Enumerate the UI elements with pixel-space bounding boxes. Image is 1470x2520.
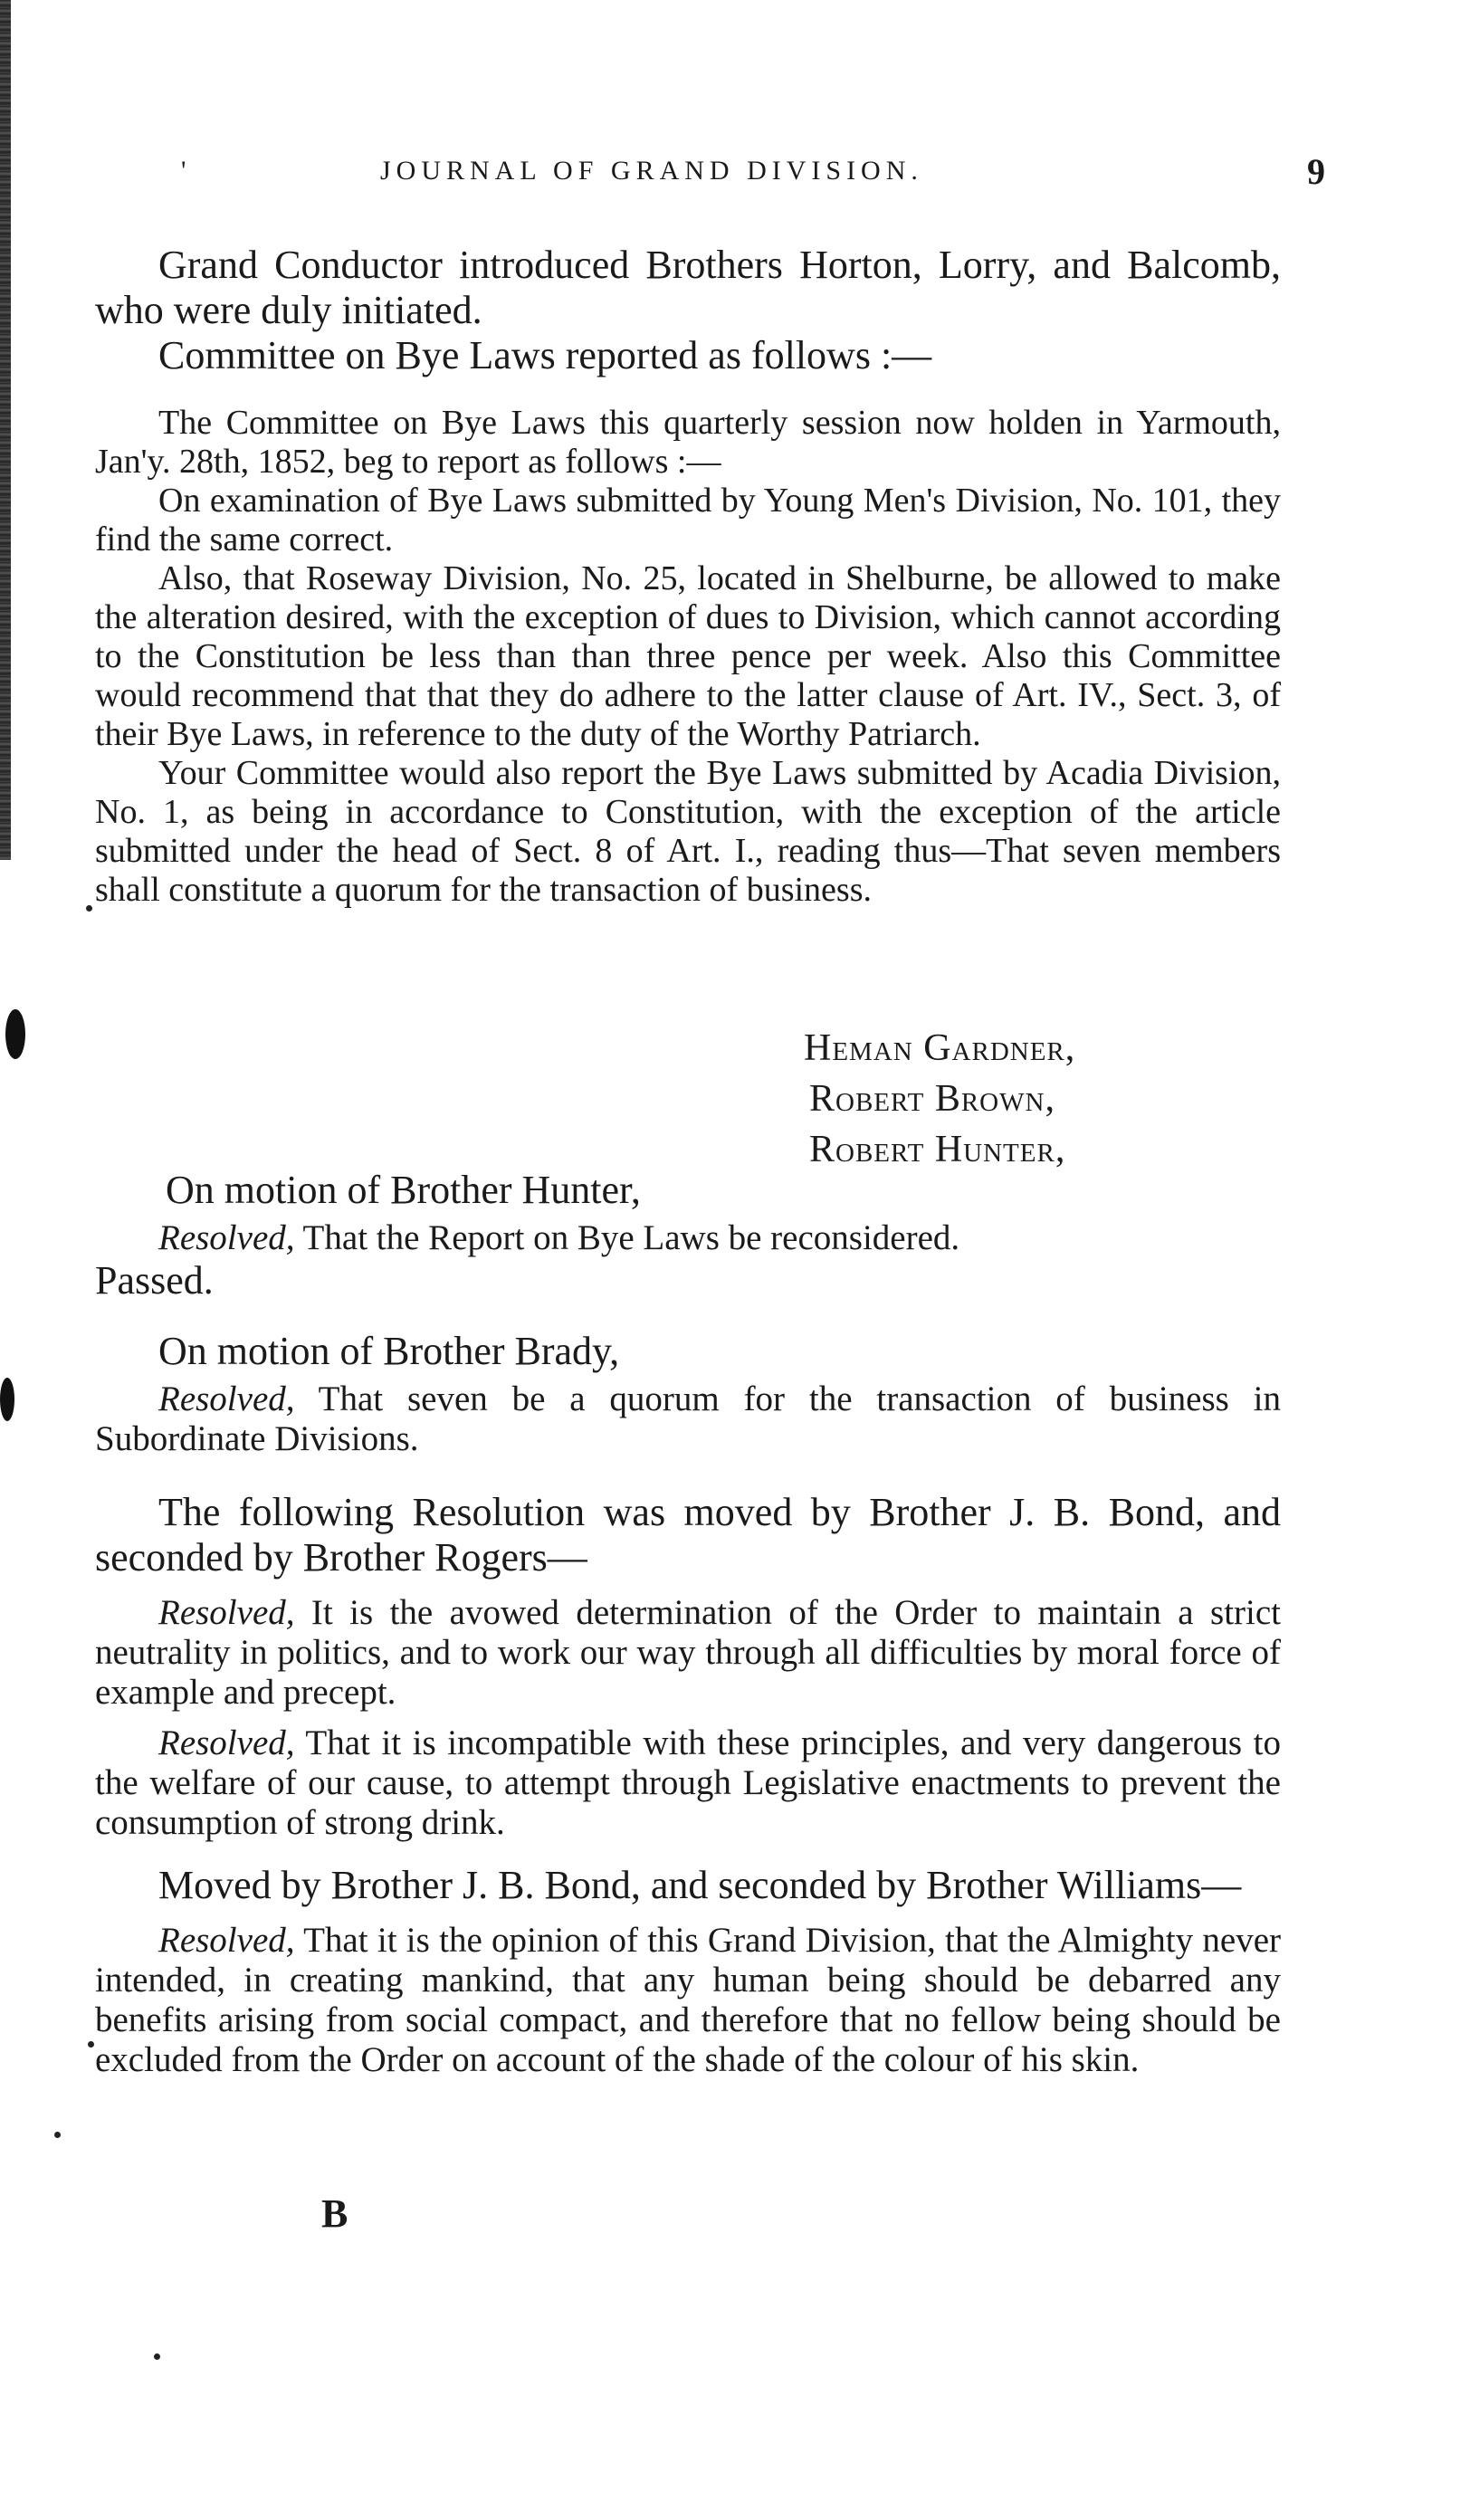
resolution-text: That it is the opinion of this Grand Division, that the Almighty never intended, in creating mankind, that any human being should be debarred any benefits arising from social compact, and therefore that no fellow being should be excluded from the Order on account of the shade of the colour of his skin. <box>95 1921 1281 2079</box>
signature-block <box>804 1023 1075 1175</box>
ink-blot <box>5 1009 25 1059</box>
resolution <box>95 1218 1281 1258</box>
paragraph-initiation <box>95 243 1281 378</box>
report-paragraph: Also, that Roseway Division, No. 25, located in Shelburne, be allowed to make the alteration desired, with the exception of dues to Division, which cannot according to the Constitution be less than than three pence per week. Also this Committee would recommend that that they do adhere to the latter clause of Art. IV., Sect. 3, of their Bye Laws, in reference to the duty of the Worthy Patriarch. <box>95 559 1281 753</box>
report-paragraph: Your Committee would also report the Bye Laws submitted by Acadia Division, No. 1, as being in accordance to Constitution, with the exception of the article submitted under the head of Sect. 8 of Art. I., reading thus—That seven members shall constitute a quorum for the transaction of business. <box>95 754 1281 909</box>
running-title: JOURNAL OF GRAND DIVISION. <box>380 156 923 186</box>
motion-heading: On motion of Brother Brady, <box>158 1329 620 1373</box>
motion-hunter <box>95 1168 1281 1303</box>
ink-speck <box>154 2353 160 2360</box>
ink-blot <box>0 1378 14 1421</box>
resolution-text: That the Report on Bye Laws be reconsidered. <box>294 1218 960 1257</box>
ink-speck <box>88 2041 94 2048</box>
resolved-label: Resolved, <box>158 1218 295 1257</box>
report-paragraph: The Committee on Bye Laws this quarterly session now holden in Yarmouth, Jan'y. 28th, 1852, beg to report as follows :— <box>95 404 1281 481</box>
resolution-text: That seven be a quorum for the transaction of business in Subordinate Divisions. <box>95 1379 1281 1458</box>
motion-bond-rogers <box>95 1490 1281 1843</box>
motion-heading: The following Resolution was moved by Brother J. B. Bond, and seconded by Brother Rogers— <box>95 1490 1281 1580</box>
resolution <box>95 1593 1281 1713</box>
motion-heading: Moved by Brother J. B. Bond, and seconded by Brother Williams— <box>158 1863 1242 1907</box>
signature-name: Robert Brown, <box>809 1078 1055 1120</box>
resolution-text: That it is incompatible with these principles, and very dangerous to the welfare of our cause, to attempt through Legislative enactments to prevent the consumption of strong drink. <box>95 1723 1281 1842</box>
resolution <box>95 1921 1281 2080</box>
ink-speck <box>54 2132 61 2138</box>
resolution-text: It is the avowed determination of the Order to maintain a strict neutrality in politics, and to work our way through all difficulties by moral force of example and precept. <box>95 1593 1281 1712</box>
report-paragraph: On examination of Bye Laws submitted by Young Men's Division, No. 101, they find the same correct. <box>95 482 1281 558</box>
motion-heading: On motion of Brother Hunter, <box>166 1168 641 1212</box>
page-binding-edge <box>0 0 11 860</box>
initiation-text: Grand Conductor introduced Brothers Horton, Lorry, and Balcomb, who were duly initiated. <box>95 243 1281 332</box>
header-mark: ' <box>181 156 192 186</box>
signature-name: Robert Hunter, <box>809 1129 1066 1170</box>
resolution <box>95 1723 1281 1843</box>
resolved-label: Resolved, <box>158 1593 295 1632</box>
resolved-label: Resolved, <box>158 1723 295 1762</box>
running-header <box>172 151 1325 201</box>
signature-name: Heman Gardner, <box>804 1027 1076 1069</box>
committee-report <box>95 404 1281 910</box>
resolved-label: Resolved, <box>158 1379 295 1418</box>
page-number: 9 <box>1307 151 1325 192</box>
motion-brady <box>95 1329 1281 1459</box>
resolution <box>95 1379 1281 1459</box>
ink-speck <box>86 905 92 912</box>
resolved-label: Resolved, <box>158 1921 295 1960</box>
passed-note: Passed. <box>95 1258 214 1303</box>
signature-mark: B <box>321 2191 348 2236</box>
motion-bond-williams <box>95 1863 1281 2080</box>
committee-intro: Committee on Bye Laws reported as follows :— <box>158 333 932 377</box>
